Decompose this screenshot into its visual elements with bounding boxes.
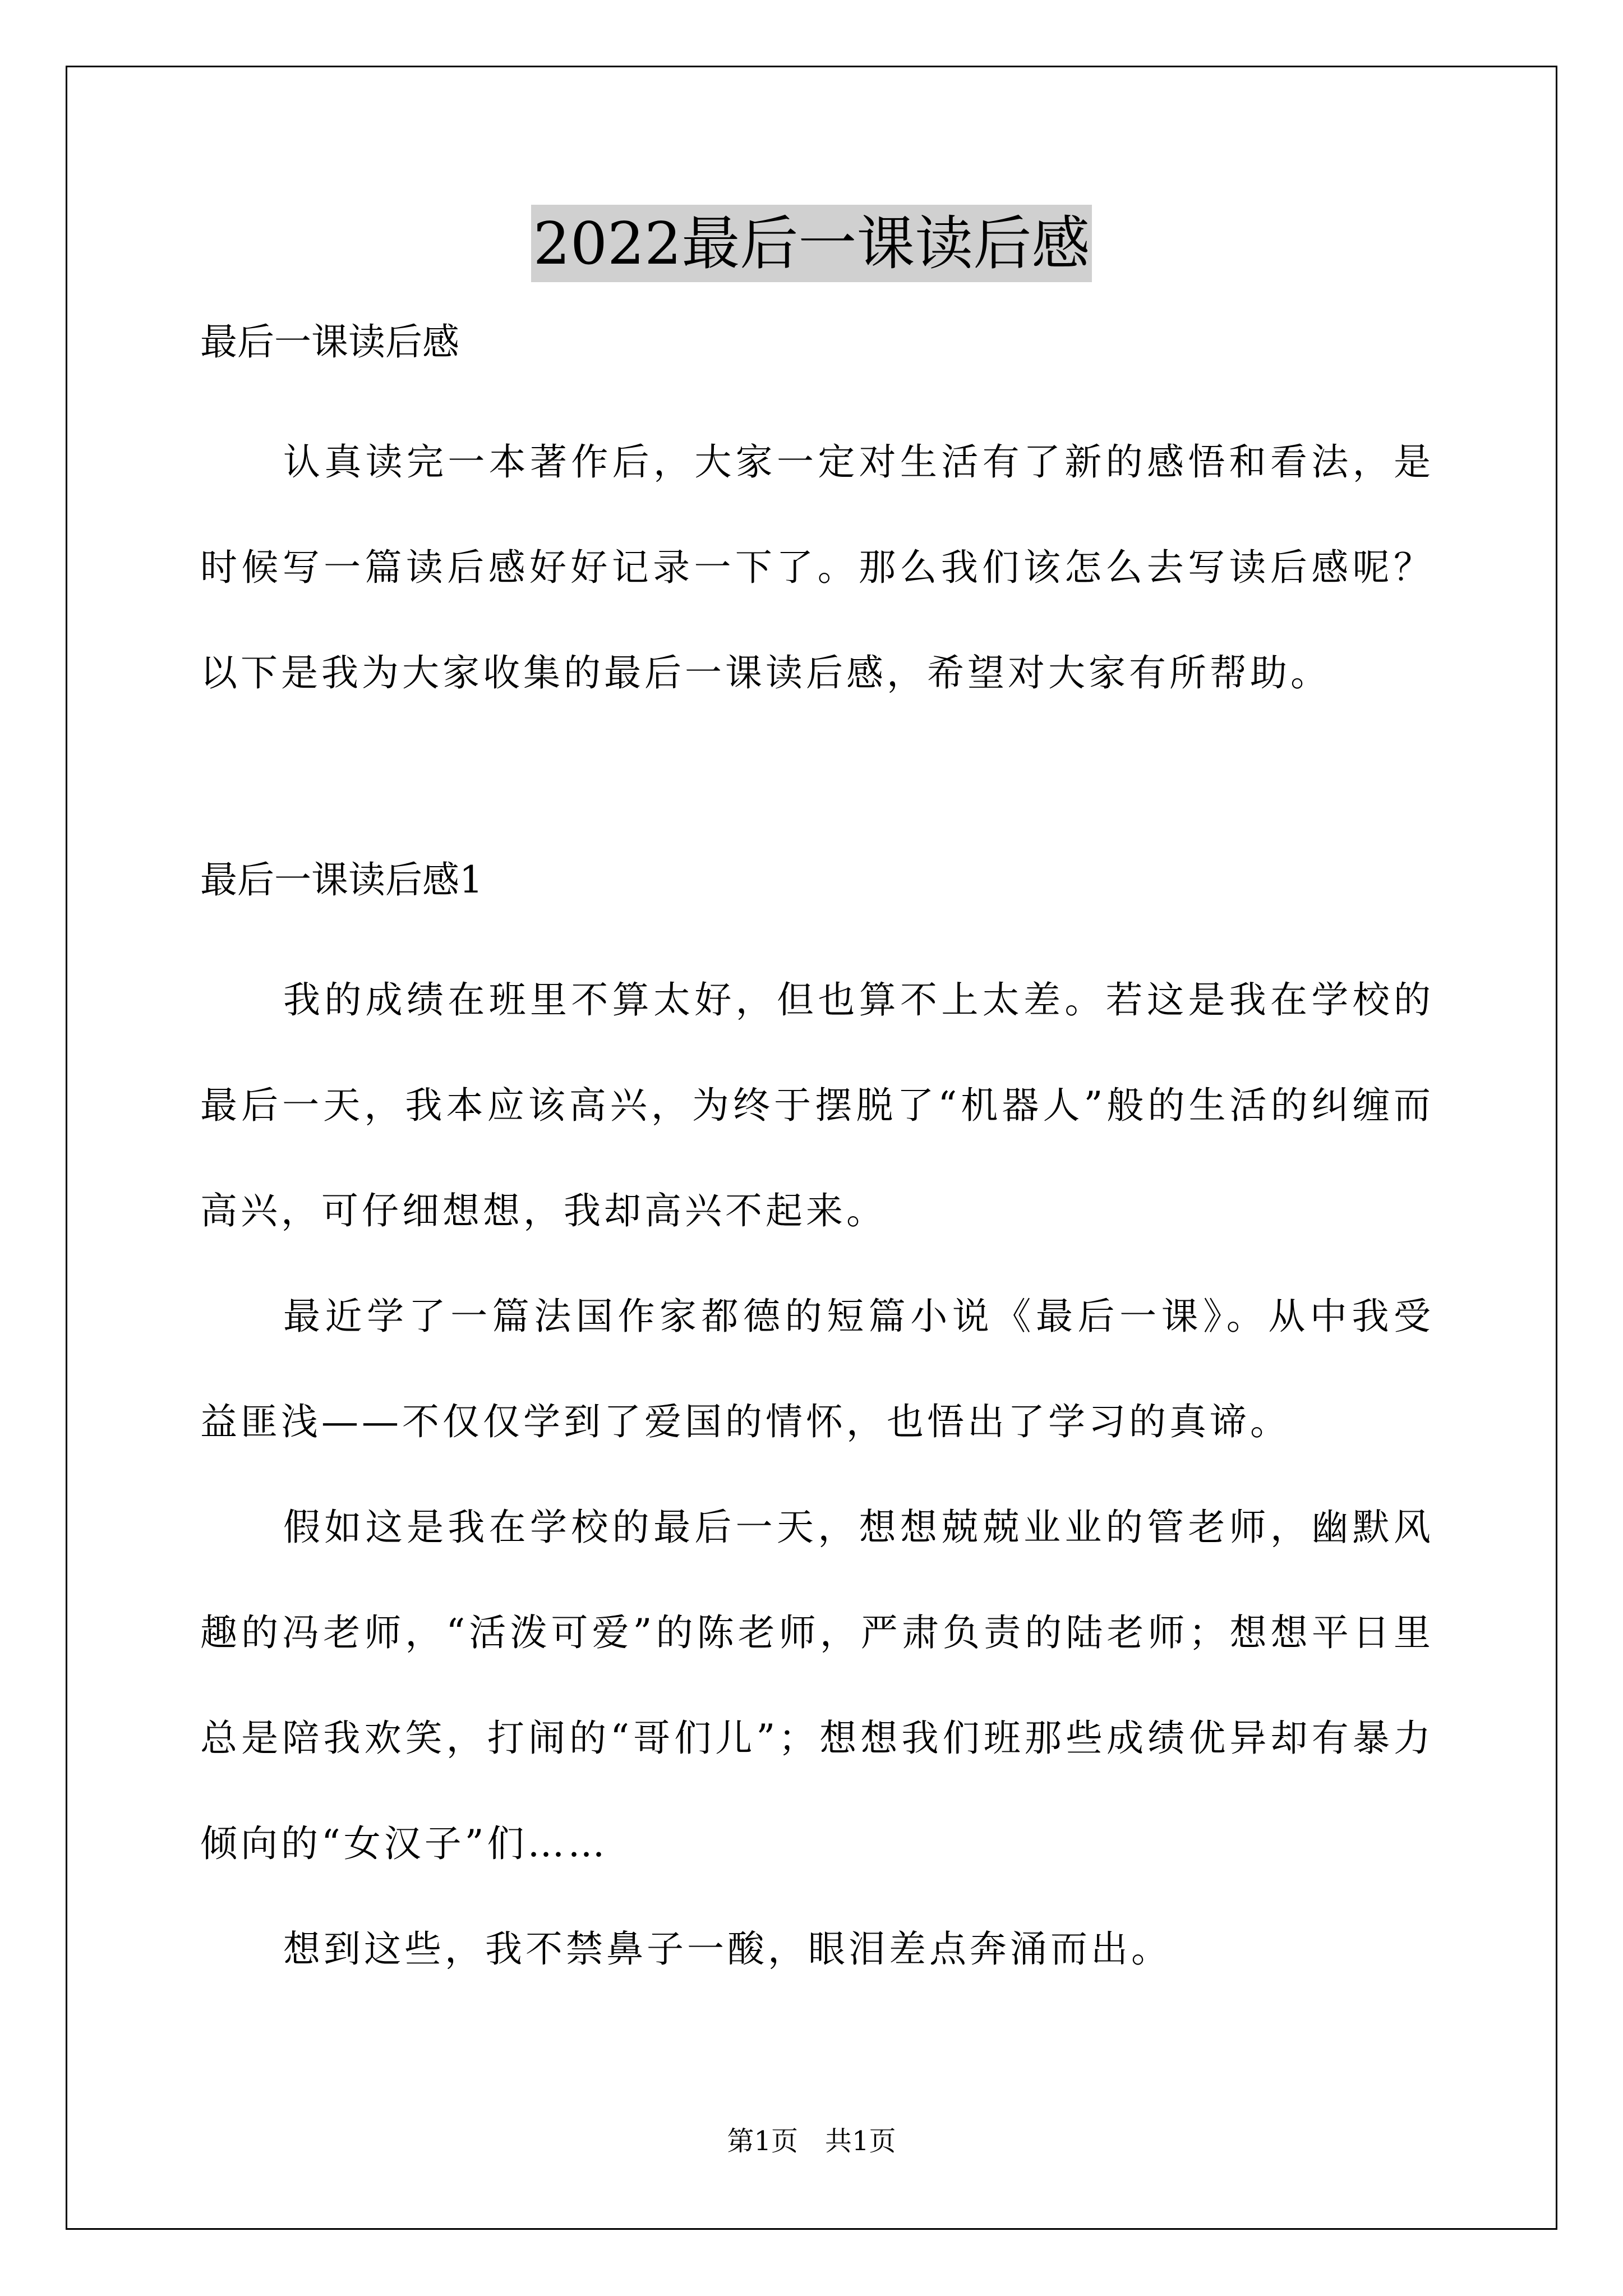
page-footer xyxy=(0,2124,1623,2158)
document-title: 2022最后一课读后感 xyxy=(531,205,1092,282)
page-total: 共1页 xyxy=(825,2125,896,2157)
body-paragraph: 假如这是我在学校的最后一天，想想兢兢业业的管老师，幽默风趣的冯老师，“活泼可爱”的陈老师，严肃负责的陆老师；想想平日里总是陪我欢笑，打闹的“哥们儿”；想想我们班那些成绩优异却有暴力倾向的“女汉子”们…… xyxy=(200,1506,1434,1865)
intro-heading: 最后一课读后感 xyxy=(200,320,459,364)
body-paragraph: 最近学了一篇法国作家都德的短篇小说《最后一课》。从中我受益匪浅——不仅仅学到了爱国的情怀，也悟出了学习的真谛。 xyxy=(200,1295,1434,1443)
section-heading: 最后一课读后感1 xyxy=(200,858,483,901)
intro-paragraph: 认真读完一本著作后，大家一定对生活有了新的感悟和看法，是时候写一篇读后感好好记录一下了。那么我们该怎么去写读后感呢？以下是我为大家收集的最后一课读后感，希望对大家有所帮助。 xyxy=(200,440,1434,694)
page-number: 第1页 xyxy=(727,2125,798,2157)
body-paragraph: 我的成绩在班里不算太好，但也算不上太差。若这是我在学校的最后一天，我本应该高兴，为终于摆脱了“机器人”般的生活的纠缠而高兴，可仔细想想，我却高兴不起来。 xyxy=(200,978,1434,1232)
title-container xyxy=(0,205,1623,282)
body-paragraph: 想到这些，我不禁鼻子一酸，眼泪差点奔涌而出。 xyxy=(283,1927,1172,1971)
document-body xyxy=(200,314,1434,2002)
